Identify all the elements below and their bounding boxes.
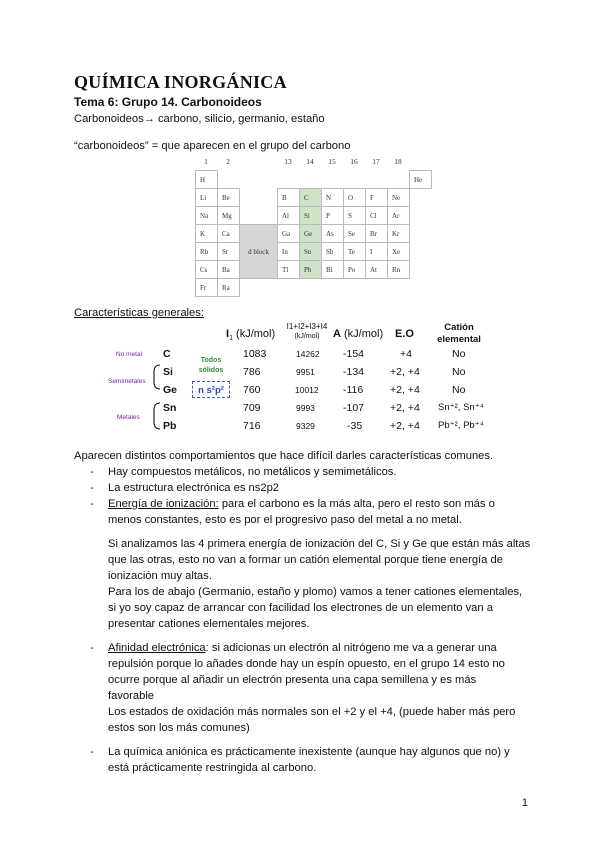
cation-value: No [452, 366, 466, 378]
config-box: n s²p² [192, 381, 230, 398]
bullet-text: Afinidad electrónica: si adicionas un electrón al nitrógeno me va a generar una [108, 642, 497, 654]
i1-header: $I_1$ (kJ/mol) [226, 328, 276, 343]
element-cell: Te [344, 243, 366, 261]
element-cell: K [196, 225, 218, 243]
metal-bracket [154, 403, 160, 429]
element-cell: B [278, 189, 300, 207]
bullet-text: Los estados de oxidación más normales son el +2 y el +4, (puede haber más pero [108, 706, 516, 718]
label-nometal: No metal [116, 351, 143, 358]
isum-header: I1+I2+I3+I4 (kJ/mol) [286, 322, 328, 340]
group-header: 14 [306, 157, 314, 166]
element-cell: P [322, 207, 344, 225]
bullet-text: Energía de ionización: para el carbono es la más alta, pero el resto son más o [108, 498, 495, 510]
element-cell: Pb [300, 261, 322, 279]
eo-header: E.O [395, 328, 414, 340]
element-cell: In [278, 243, 300, 261]
intro-line: Carbonoideos→ carbono, silicio, germanio, estaño [74, 113, 325, 125]
d-block-label: d block [240, 225, 278, 279]
paragraph-line: si yo soy capaz de arrancar con facilidad los electrones de un elemento van a [108, 602, 493, 614]
bullet-marker: - [90, 642, 94, 654]
element-cell: Se [344, 225, 366, 243]
element-cell: Ne [388, 189, 410, 207]
definition-line: “carbonoideos” = que aparecen en el grupo del carbono [74, 140, 351, 152]
element-cell: Li [196, 189, 218, 207]
eo-value: +2, +4 [390, 384, 420, 396]
paragraph-line: que las otras, esto no van a formar un catión elemental porque tiene energía de [108, 554, 503, 566]
term-afinidad-electronica: Afinidad electrónica [108, 642, 206, 654]
isum-value: 9951 [296, 367, 315, 377]
i1-value: 786 [243, 366, 261, 378]
group-header: 15 [328, 157, 336, 166]
element-cell: Cl [366, 207, 388, 225]
bullet-text: favorable [108, 690, 155, 702]
paragraph-line: ionización muy altas. [108, 570, 212, 582]
isum-value: 14262 [296, 349, 320, 359]
bullet-text: está prácticamente restringida al carbono. [108, 762, 317, 774]
element-cell: Rb [196, 243, 218, 261]
label-semimetales: Semimetales [108, 378, 146, 385]
eo-value: +2, +4 [390, 366, 420, 378]
element-cell: O [344, 189, 366, 207]
i1-value: 716 [243, 420, 261, 432]
element-cell: F [366, 189, 388, 207]
element-cell: Ra [218, 279, 240, 297]
bullet-text: La química aniónica es prácticamente inexistente (aunque hay algunos que no) y [108, 746, 510, 758]
element-cell: Po [344, 261, 366, 279]
paragraph: Aparecen distintos comportamientos que hace difícil darles características comunes. [74, 450, 494, 462]
i1-value: 760 [243, 384, 261, 396]
element-cell: Bi [322, 261, 344, 279]
eo-value: +2, +4 [390, 420, 420, 432]
isum-value: 10012 [295, 385, 319, 395]
element-cell: H [196, 171, 218, 189]
group-header: 18 [394, 157, 402, 166]
bullet-marker: - [90, 466, 94, 478]
bullet-marker: - [90, 482, 94, 494]
element-cell: S [344, 207, 366, 225]
group-header: 1 [204, 157, 208, 166]
cation-value: No [452, 384, 466, 396]
a-value: -134 [343, 366, 365, 378]
element-cell: Tl [278, 261, 300, 279]
group-brackets [150, 360, 164, 440]
element-symbol: C [163, 348, 171, 360]
element-cell: Be [218, 189, 240, 207]
element-cell: Si [300, 207, 322, 225]
a-value: -154 [343, 348, 365, 360]
element-cell: Xe [388, 243, 410, 261]
cation-header: Catión elemental [437, 322, 481, 345]
bullet-text: ocurre porque al añadir un electrón presenta una capa semillena y es más [108, 674, 477, 686]
page-title: QUÍMICA INORGÁNICA [74, 72, 287, 92]
element-cell: Cs [196, 261, 218, 279]
element-cell: Sr [218, 243, 240, 261]
section-heading: Características generales: [74, 307, 204, 319]
element-cell: Mg [218, 207, 240, 225]
bullet-text: estos son los más comunes) [108, 722, 250, 734]
cation-value: No [452, 348, 466, 360]
a-value: -116 [343, 384, 364, 396]
bullet-text: Hay compuestos metálicos, no metálicos y semimetálicos. [108, 466, 397, 478]
periodic-table [195, 170, 432, 297]
eo-value: +4 [400, 348, 412, 360]
i1-value: 1083 [243, 348, 267, 360]
element-cell: Ba [218, 261, 240, 279]
label-metales: Metales [117, 414, 140, 421]
element-cell: Br [366, 225, 388, 243]
element-cell: I [366, 243, 388, 261]
element-cell: Fr [196, 279, 218, 297]
a-value: -107 [343, 402, 365, 414]
bullet-marker: - [90, 746, 94, 758]
cation-value: Pb⁺², Pb⁺⁴ [438, 420, 484, 431]
bullet-text: repulsión porque lo añades donde hay un espín opuesto, en el grupo 14 esto no [108, 658, 505, 670]
group-header: 17 [372, 157, 380, 166]
paragraph-line: Si analizamos las 4 primera energía de ionización del C, Si y Ge que están más altas [108, 538, 531, 550]
element-cell: Rn [388, 261, 410, 279]
element-symbol: Pb [163, 420, 177, 432]
term-energia-ionizacion: Energía de ionización: [108, 498, 219, 510]
label-todos-solidos: Todos sólidos [198, 357, 224, 374]
paragraph-line: presentar cationes elementales mejores. [108, 618, 310, 630]
semimetal-bracket [154, 365, 160, 389]
a-value: -35 [347, 420, 363, 432]
element-symbol: Sn [163, 402, 177, 414]
element-cell: N [322, 189, 344, 207]
a-header: A (kJ/mol) [333, 328, 384, 340]
topic-subtitle: Tema 6: Grupo 14. Carbonoideos [74, 95, 262, 109]
element-cell: Ga [278, 225, 300, 243]
group-header: 13 [284, 157, 292, 166]
group-header: 2 [226, 157, 230, 166]
element-cell: Ar [388, 207, 410, 225]
element-cell: C [300, 189, 322, 207]
eo-value: +2, +4 [390, 402, 420, 414]
group-header: 16 [350, 157, 358, 166]
element-symbol: Ge [163, 384, 178, 396]
element-cell: Kr [388, 225, 410, 243]
bullet-marker: - [90, 498, 94, 510]
element-cell: He [410, 171, 432, 189]
element-cell: Ca [218, 225, 240, 243]
element-cell: Sn [300, 243, 322, 261]
element-symbol: Si [163, 366, 173, 378]
element-cell: At [366, 261, 388, 279]
element-cell: As [322, 225, 344, 243]
bullet-text: La estructura electrónica es ns2p2 [108, 482, 280, 494]
isum-value: 9993 [296, 403, 315, 413]
page-number: 1 [521, 797, 528, 809]
element-cell: Na [196, 207, 218, 225]
i1-value: 709 [243, 402, 261, 414]
paragraph-line: Para los de abajo (Germanio, estaño y plomo) vamos a tener cationes elementales, [108, 586, 523, 598]
isum-value: 9329 [296, 421, 315, 431]
cation-value: Sn⁺², Sn⁺⁴ [438, 402, 484, 413]
element-cell: Ge [300, 225, 322, 243]
element-cell: Sb [322, 243, 344, 261]
element-cell: Al [278, 207, 300, 225]
bullet-text: menos constantes, esto es por el progresivo paso del metal a no metal. [108, 514, 462, 526]
